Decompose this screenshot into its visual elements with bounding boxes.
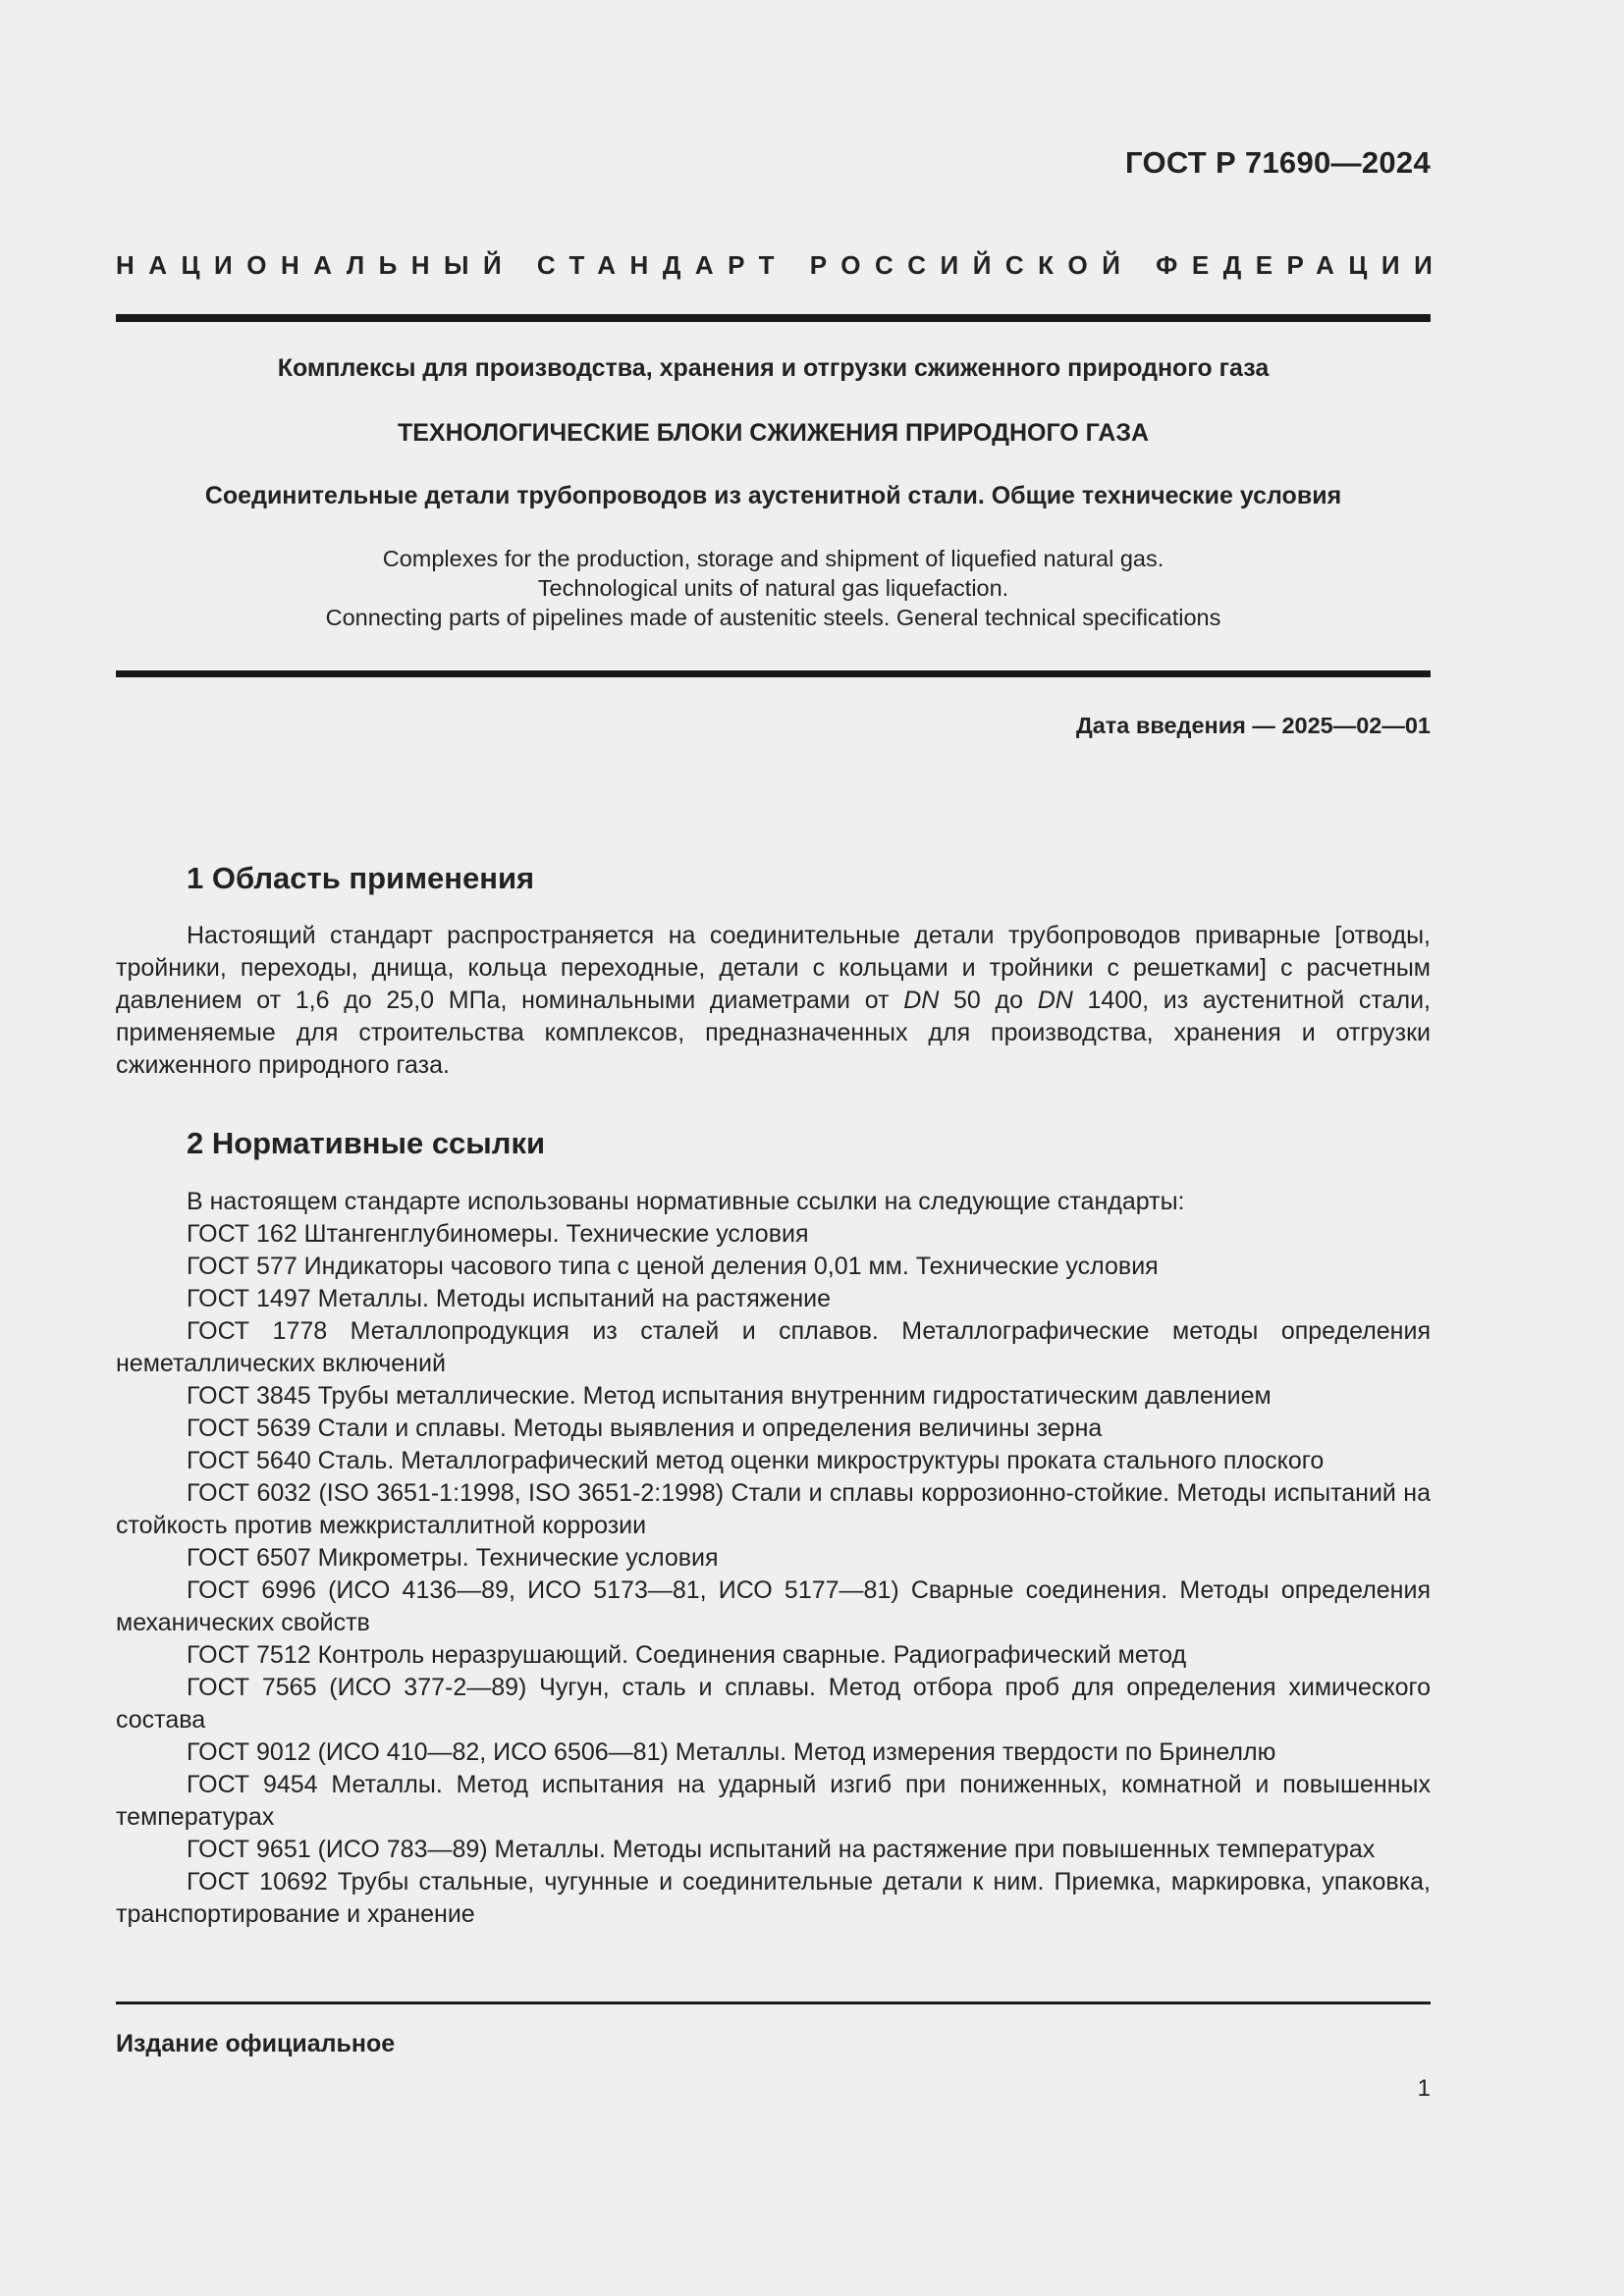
reference-item: ГОСТ 6032 (ISO 3651-1:1998, ISO 3651-2:1998) Стали и сплавы коррозионно-стойкие. Методы испытаний на стойкость против межкристаллитной коррозии xyxy=(116,1479,1431,1539)
dn-label-1: DN xyxy=(903,987,940,1014)
english-title-line-3: Connecting parts of pipelines made of austenitic steels. General technical specifications xyxy=(325,605,1221,630)
references-list xyxy=(116,1218,1431,1931)
title-line-1: Комплексы для производства, хранения и отгрузки сжиженного природного газа xyxy=(277,354,1270,382)
dn-label-2: DN xyxy=(1037,987,1073,1014)
english-title xyxy=(116,544,1431,632)
official-edition-label: Издание официальное xyxy=(116,2030,396,2057)
title-line-2: ТЕХНОЛОГИЧЕСКИЕ БЛОКИ СЖИЖЕНИЯ ПРИРОДНОГО ГАЗА xyxy=(397,419,1150,447)
reference-item: ГОСТ 6507 Микрометры. Технические условия xyxy=(187,1544,719,1572)
scope-paragraph xyxy=(116,920,1431,1082)
reference-item: ГОСТ 5640 Сталь. Металлографический метод оценки микроструктуры проката стального плоского xyxy=(187,1447,1325,1474)
english-title-line-1: Complexes for the production, storage and shipment of liquefied natural gas. xyxy=(382,546,1164,571)
english-title-line-2: Technological units of natural gas liquefaction. xyxy=(537,575,1009,601)
middle-rule xyxy=(116,670,1431,677)
scope-text-b: 50 до xyxy=(939,987,1038,1014)
section-heading-references: 2 Нормативные ссылки xyxy=(187,1126,546,1160)
page-number: 1 xyxy=(1417,2075,1431,2102)
doc-number: ГОСТ Р 71690—2024 xyxy=(1125,145,1431,180)
reference-item: ГОСТ 7512 Контроль неразрушающий. Соединения сварные. Радиографический метод xyxy=(187,1641,1187,1669)
title-line-3: Соединительные детали трубопроводов из аустенитной стали. Общие технические условия xyxy=(204,482,1342,509)
footer-rule xyxy=(116,2002,1431,2004)
reference-item: ГОСТ 5639 Стали и сплавы. Методы выявления и определения величины зерна xyxy=(187,1415,1103,1442)
reference-item: ГОСТ 577 Индикаторы часового типа с ценой деления 0,01 мм. Технические условия xyxy=(187,1253,1159,1280)
reference-item: ГОСТ 9012 (ИСО 410—82, ИСО 6506—81) Металлы. Метод измерения твердости по Бринеллю xyxy=(187,1738,1276,1766)
introduction-date: Дата введения — 2025—02—01 xyxy=(1075,713,1431,738)
reference-item: ГОСТ 3845 Трубы металлические. Метод испытания внутренним гидростатическим давлением xyxy=(187,1382,1272,1410)
section-heading-scope: 1 Область применения xyxy=(187,861,535,895)
top-rule xyxy=(116,314,1431,322)
reference-item: ГОСТ 1497 Металлы. Методы испытаний на растяжение xyxy=(187,1285,832,1312)
scope-text-c: 1400, из аустенитной стали, применяемые для строительства комплексов, предназначенных для производства, хранения и отгрузки сжиженного природного газа. xyxy=(116,987,1431,1079)
reference-item: ГОСТ 6996 (ИСО 4136—89, ИСО 5173—81, ИСО 5177—81) Сварные соединения. Методы определения механических свойств xyxy=(116,1576,1431,1636)
reference-item: ГОСТ 9651 (ИСО 783—89) Металлы. Методы испытаний на растяжение при повышенных температурах xyxy=(187,1836,1376,1863)
national-standard-title: НАЦИОНАЛЬНЫЙ СТАНДАРТ РОССИЙСКОЙ ФЕДЕРАЦИИ xyxy=(116,250,1447,280)
reference-item: ГОСТ 9454 Металлы. Метод испытания на ударный изгиб при пониженных, комнатной и повышенных температурах xyxy=(116,1771,1431,1831)
reference-item: ГОСТ 162 Штангенглубиномеры. Технические условия xyxy=(187,1220,809,1248)
scope-text-a: Настоящий стандарт распространяется на соединительные детали трубопроводов приварные [отводы, тройники, переходы, днища, кольца переходные, детали с кольцами и тройники с решетками] с расчетным давлением от 1,6 до 25,0 МПа, номинальными диаметрами от xyxy=(116,922,1431,1014)
reference-item: ГОСТ 7565 (ИСО 377-2—89) Чугун, сталь и сплавы. Метод отбора проб для определения химического состава xyxy=(116,1674,1431,1734)
reference-item: ГОСТ 1778 Металлопродукция из сталей и сплавов. Металлографические методы определения неметаллических включений xyxy=(116,1317,1431,1377)
references-intro: В настоящем стандарте использованы нормативные ссылки на следующие стандарты: xyxy=(187,1188,1185,1215)
reference-item: ГОСТ 10692 Трубы стальные, чугунные и соединительные детали к ним. Приемка, маркировка, упаковка, транспортирование и хранение xyxy=(116,1868,1431,1928)
